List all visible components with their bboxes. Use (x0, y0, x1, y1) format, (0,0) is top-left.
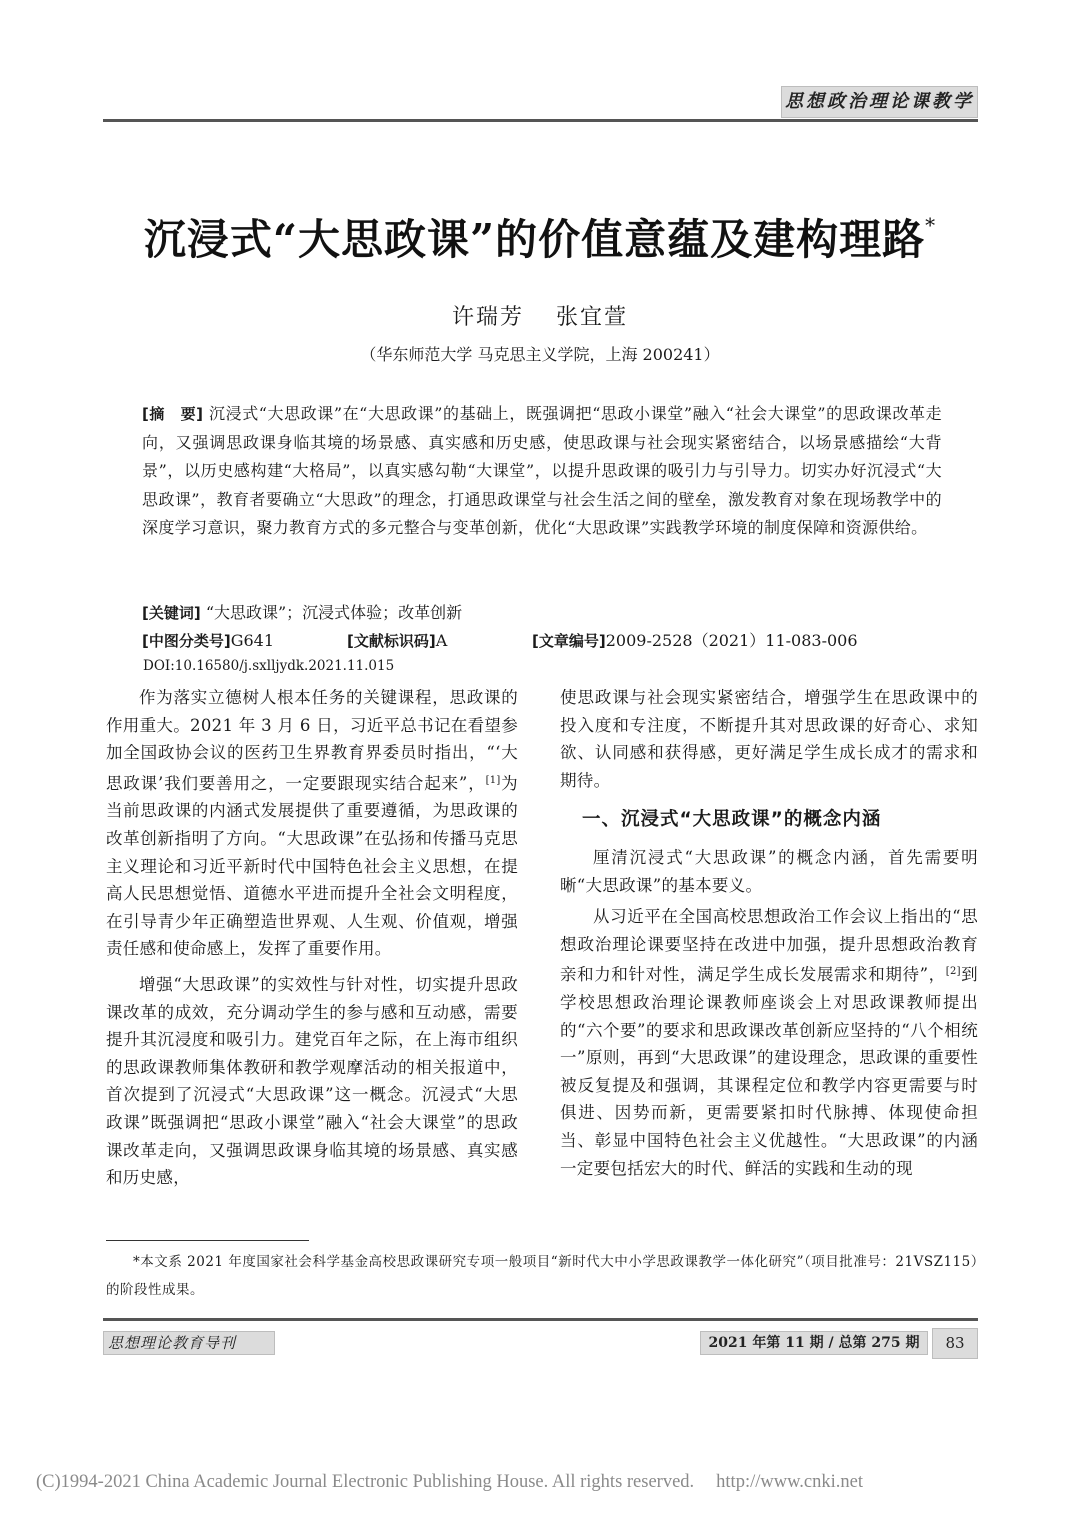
author-1: 许瑞芳 (451, 305, 524, 330)
title-block (100, 195, 980, 270)
authors (100, 300, 980, 331)
body-text: 到学校思想政治理论课教师座谈会上对思政课教师提出的“六个要”的要求和思政课改革创新应坚持的“八个相统一”原则，再到“大思政课”的建设理念，思政课的重要性被反复提及和强调，其课程定位和教学内容更需要与时俱进、因势而新，更需要紧扣时代脉搏、体现使命担当、彰显中国特色社会主义优越性。“大思政课”的内涵一定要包括宏大的时代、鲜活的实践和生动的现 (560, 965, 978, 1178)
article-title-text: 沉浸式“大思政课”的价值意蕴及建构理路 (143, 215, 926, 264)
author-2: 张宜萱 (556, 305, 629, 330)
body-text: 为当前思政课的内涵式发展提供了重要遵循，为思政课的改革创新指明了方向。“大思政课”在弘扬和传播马克思主义理论和习近平新时代中国特色社会主义思想，在提高人民思想觉悟、道德水平进而提升全社会文明程度，在引导青少年正确塑造世界观、人生观、价值观，增强责任感和使命感上，发挥了重要作用。 (106, 773, 518, 959)
header-rule (103, 119, 978, 122)
article-title (100, 195, 980, 270)
article-number-label: [文章编号] (532, 632, 606, 650)
copyright-notice: (C)1994-2021 China Academic Journal Electronic Publishing House. All rights reserved. (36, 1472, 695, 1492)
copyright-line (36, 1472, 1036, 1493)
cnki-link[interactable]: http://www.cnki.net (716, 1472, 863, 1492)
citation-ref-2[interactable]: [2] (945, 966, 961, 978)
document-code (347, 628, 447, 654)
body-paragraph (560, 903, 978, 1182)
body-paragraph: 增强“大思政课”的实效性与针对性，切实提升思政课改革的成效，充分调动学生的参与感和互动感，需要提升其沉浸度和吸引力。建党百年之际，在上海市组织的思政课教师集体教研和教学观摩活动的相关报道中，首次提到了沉浸式“大思政课”这一概念。沉浸式“大思政课”既强调把“思政小课堂”融入“社会大课堂”的思政课改革走向，又强调思政课身临其境的场景感、真实感和历史感， (106, 974, 518, 1188)
running-header-journal: 思想政治理论课教学 (781, 86, 978, 118)
clc-value: G641 (230, 631, 275, 650)
body-column-left (106, 684, 518, 1192)
keywords-label: [关键词] (142, 604, 201, 622)
abstract (142, 400, 942, 543)
title-footnote-mark: * (925, 213, 937, 237)
clc-code (142, 628, 274, 654)
body-paragraph (106, 684, 518, 963)
body-paragraph: 使思政课与社会现实紧密结合，增强学生在思政课中的投入度和专注度，不断提升其对思政课的好奇心、求知欲、认同感和获得感，更好满足学生成长成才的需求和期待。 (560, 688, 978, 790)
footer-rule (103, 1318, 978, 1321)
footnote: *本文系 2021 年度国家社会科学基金高校思政课研究专项一般项目“新时代大中小学思政课教学一体化研究”（项目批准号：21VSZ115）的阶段性成果。 (106, 1254, 978, 1298)
doc-value: A (435, 631, 448, 650)
article-number (532, 628, 858, 654)
clc-label: [中图分类号] (142, 632, 231, 650)
page-number: 83 (932, 1328, 978, 1359)
footer-issue: 2021 年第 11 期 / 总第 275 期 (700, 1331, 928, 1355)
doi[interactable]: DOI:10.16580/j.sxlljydk.2021.11.015 (143, 658, 395, 674)
body-text: 从习近平在全国高校思想政治工作会议上指出的“思想政治理论课要坚持在改进中加强，提升思想政治教育亲和力和针对性，满足学生成长发展需求和期待”， (560, 907, 978, 985)
doc-label: [文献标识码] (347, 632, 436, 650)
article-number-value: 2009-2528（2021）11-083-006 (605, 631, 858, 650)
keywords (142, 600, 942, 626)
body-text: 作为落实立德树人根本任务的关键课程，思政课的作用重大。2021 年 3 月 6 日，习近平总书记在看望参加全国政协会议的医药卫生界教育界委员时指出，“‘大思政课’我们要善用之，一定要跟现实结合起来”， (106, 688, 518, 793)
footer-journal-name: 思想理论教育导刊 (103, 1331, 275, 1355)
abstract-label: [摘 要] (142, 405, 204, 423)
citation-ref-1[interactable]: [1] (485, 774, 501, 786)
keywords-text: “大思政课”；沉浸式体验；改革创新 (205, 603, 463, 622)
abstract-text: 沉浸式“大思政课”在“大思政课”的基础上，既强调把“思政小课堂”融入“社会大课堂”的思政课改革走向，又强调思政课身临其境的场景感、真实感和历史感，使思政课与社会现实紧密结合，以场景感描绘“大背景”，以历史感构建“大格局”，以真实感勾勒“大课堂”，以提升思政课的吸引力与引导力。切实办好沉浸式“大思政课”，教育者要确立“大思政”的理念，打通思政课堂与社会生活之间的壁垒，激发教育对象在现场教学中的深度学习意识，聚力教育方式的多元整合与变革创新，优化“大思政课”实践教学环境的制度保障和资源供给。 (142, 404, 942, 538)
affiliation: （华东师范大学 马克思主义学院，上海 200241） (360, 345, 720, 364)
body-column-right (560, 684, 978, 1182)
footnote-rule (106, 1240, 309, 1241)
body-paragraph: 厘清沉浸式“大思政课”的概念内涵，首先需要明晰“大思政课”的基本要义。 (560, 847, 978, 895)
section-heading: 一、沉浸式“大思政课”的概念内涵 (582, 809, 882, 831)
